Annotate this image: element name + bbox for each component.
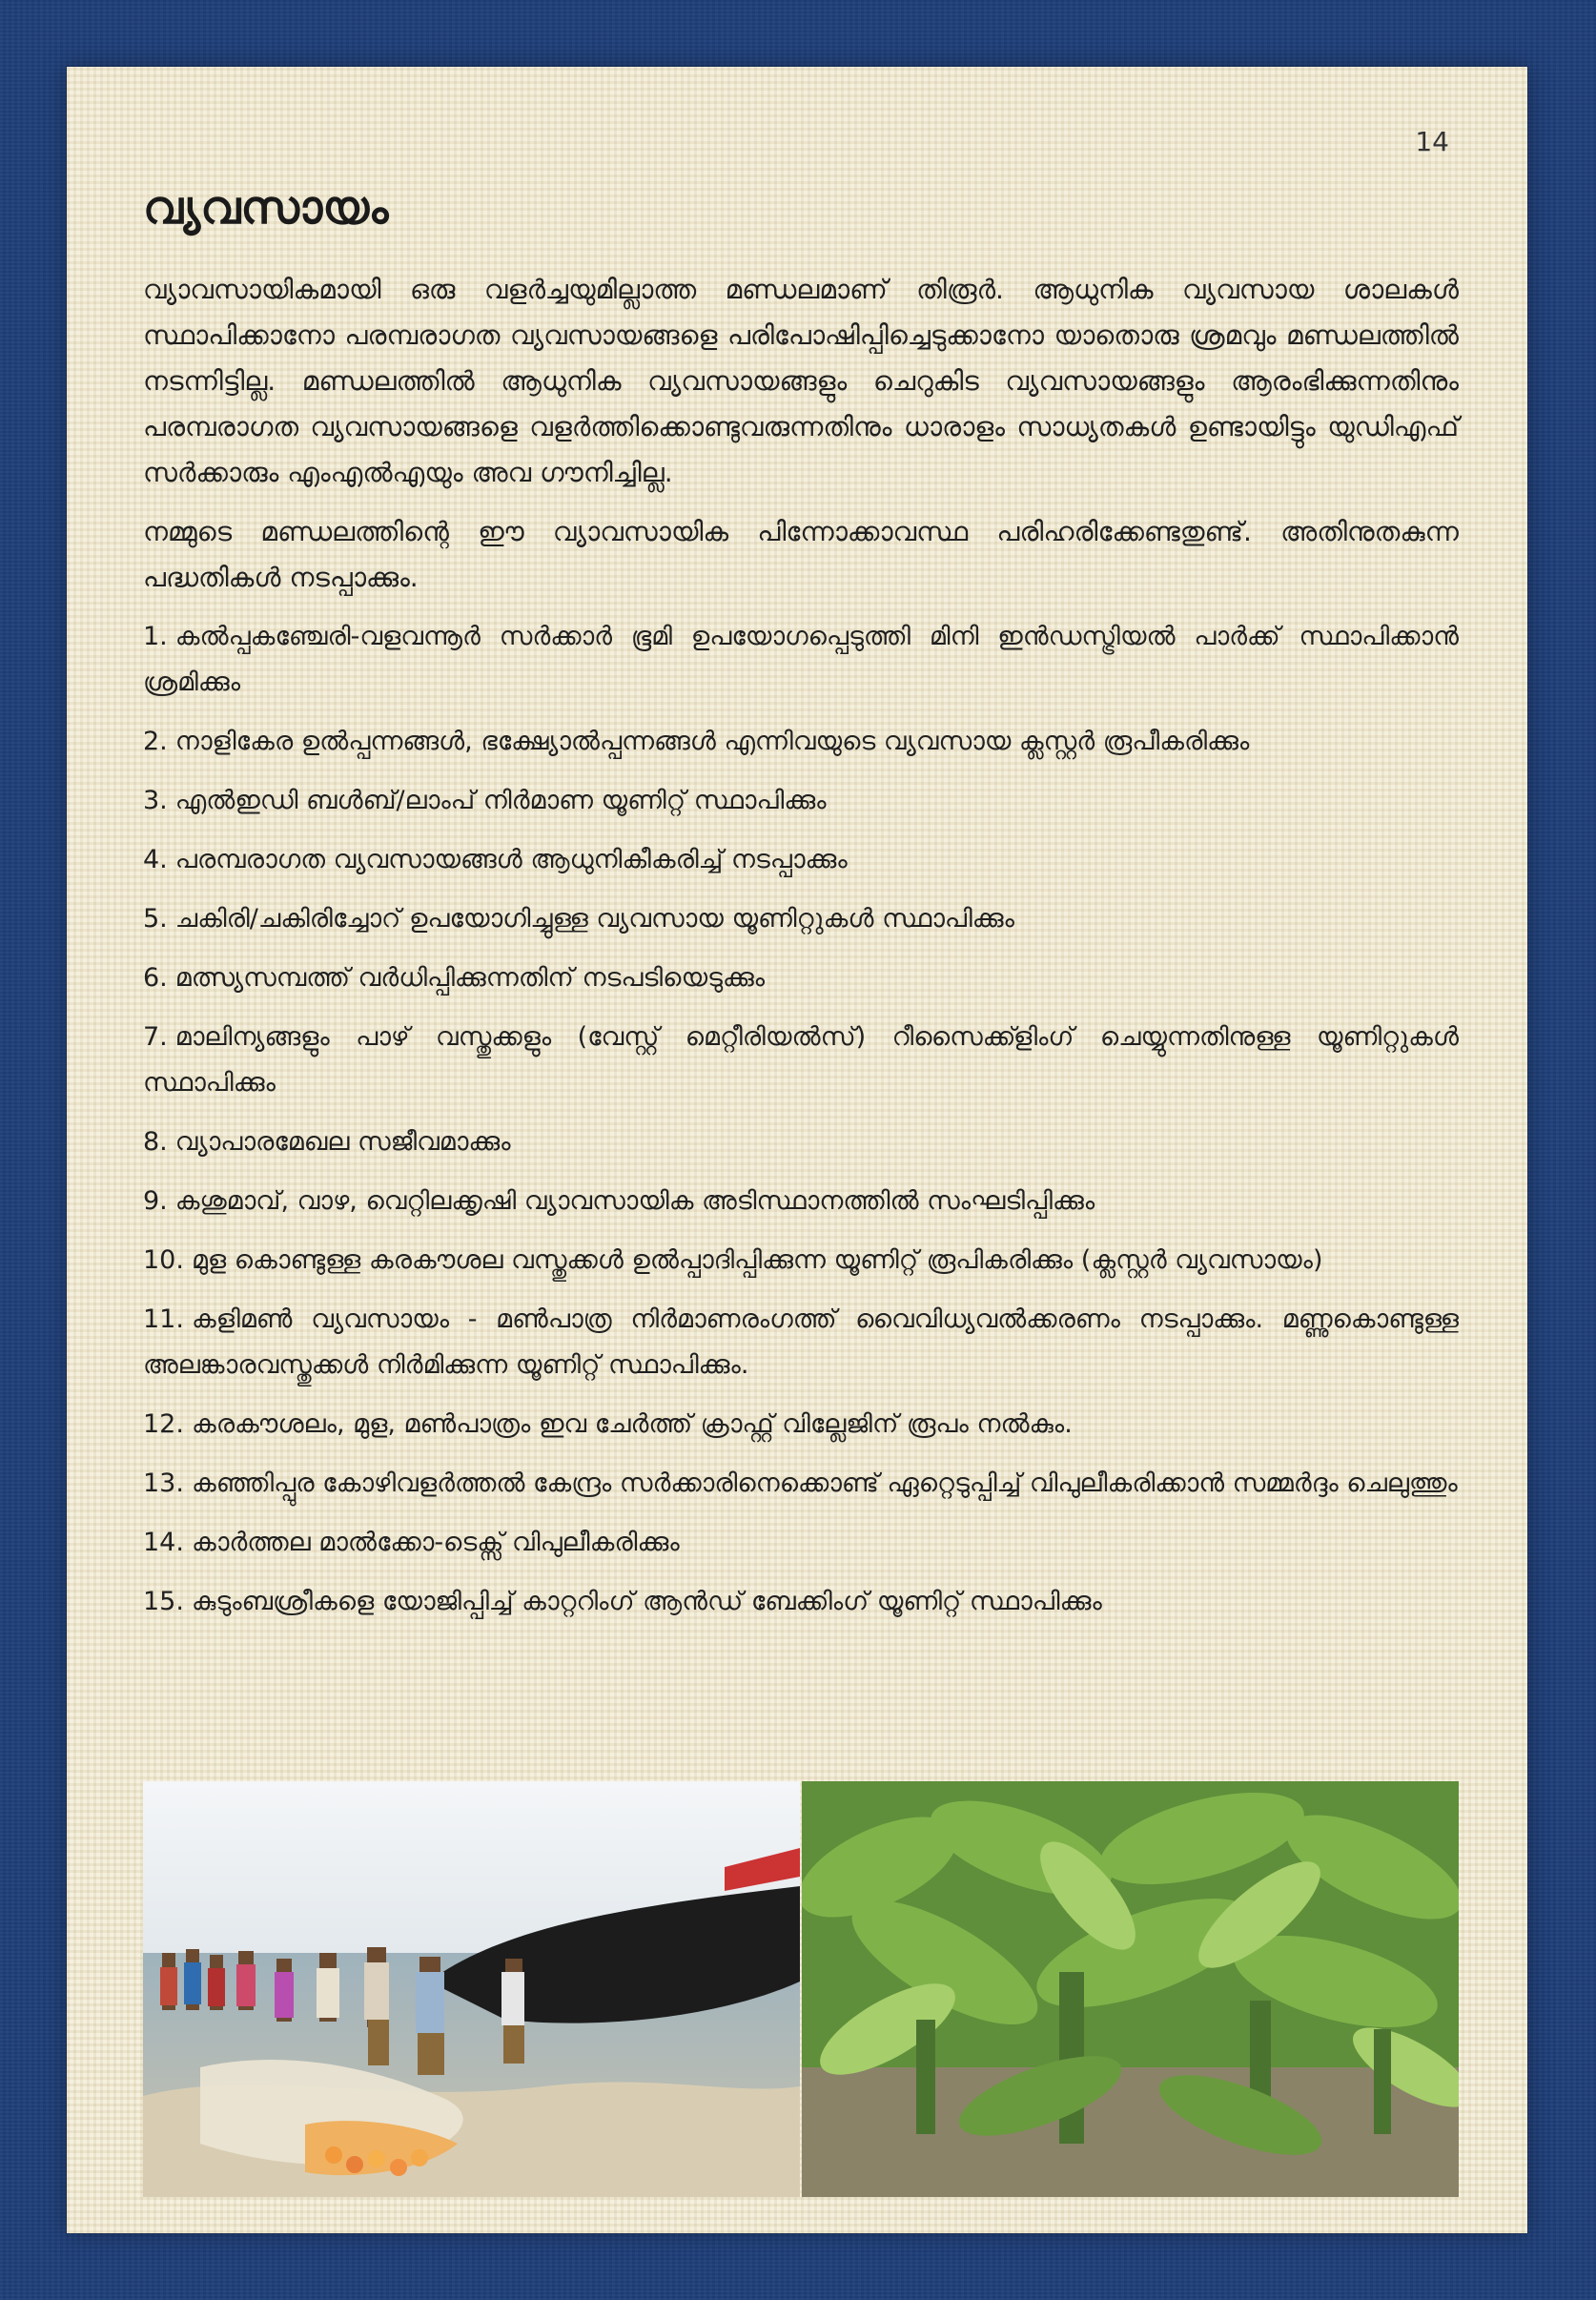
plan-item-text: കൽപ്പകഞ്ചേരി-വളവന്നൂർ സർക്കാർ ഭൂമി ഉപയോഗപ്പെടുത്തി മിനി ഇൻഡസ്ട്രിയൽ പാർക്ക് സ്ഥാപിക്കാൻ ശ്രമിക്കും [143, 622, 1459, 697]
plan-list-item [143, 1119, 1459, 1165]
plan-item-text: നാളികേര ഉൽപ്പന്നങ്ങൾ, ഭക്ഷ്യോൽപ്പന്നങ്ങൾ എന്നിവയുടെ വ്യവസായ ക്ലസ്റ്റർ രൂപീകരിക്കും [174, 727, 1250, 756]
fishermen-net-photo [143, 1781, 800, 2197]
page-frame [67, 67, 1527, 2233]
plan-item-number: 9. [143, 1186, 168, 1216]
plan-item-number: 6. [143, 963, 168, 993]
plan-item-text: കശുമാവ്, വാഴ, വെറ്റിലക്കൃഷി വ്യാവസായിക അടിസ്ഥാനത്തിൽ സംഘടിപ്പിക്കും [174, 1186, 1095, 1216]
plan-list-item [143, 1179, 1459, 1224]
plan-item-number: 4. [143, 845, 168, 874]
plan-item-text: മാലിന്യങ്ങളും പാഴ് വസ്തുക്കളും (വേസ്റ്റ് മെറ്റീരിയൽസ്) റീസൈക്ക്ളിംഗ് ചെയ്യുന്നതിനുള്ള യൂണിറ്റുകൾ സ്ഥാപിക്കും [143, 1022, 1459, 1098]
plan-list-item [143, 1461, 1459, 1507]
page-number: 14 [1415, 126, 1449, 157]
plan-item-number: 10. [143, 1245, 184, 1275]
plan-item-text: കുടുംബശ്രീകളെ യോജിപ്പിച്ച് കാറ്ററിംഗ് ആൻഡ് ബേക്കിംഗ് യൂണിറ്റ് സ്ഥാപിക്കും [191, 1587, 1102, 1616]
intent-paragraph: നമ്മുടെ മണ്ഡലത്തിന്റെ ഈ വ്യാവസായിക പിന്നോക്കാവസ്ഥ പരിഹരിക്കേണ്ടതുണ്ട്. അതിനുതകുന്ന പദ്ധതികൾ നടപ്പാക്കും. [143, 516, 1459, 593]
banana-plantation-photo [802, 1781, 1459, 2197]
plan-item-number: 3. [143, 786, 168, 815]
plan-item-text: മുള കൊണ്ടുള്ള കരകൗശല വസ്തുക്കൾ ഉൽപ്പാദിപ്പിക്കുന്ന യൂണിറ്റ് രൂപികരിക്കും (ക്ലസ്റ്റർ വ്യവസായം) [191, 1245, 1323, 1275]
plan-list-item [143, 837, 1459, 883]
photo-strip [143, 1781, 1459, 2197]
plan-list-item [143, 1015, 1459, 1106]
intro-paragraph: വ്യാവസായികമായി ഒരു വളർച്ചയുമില്ലാത്ത മണ്ഡലമാണ് തിരൂർ. ആധുനിക വ്യവസായ ശാലകൾ സ്ഥാപിക്കാനോ പരമ്പരാഗത വ്യവസായങ്ങളെ പരിപോഷിപ്പിച്ചെടുക്കാനോ യാതൊരു ശ്രമവും മണ്ഡലത്തിൽ നടന്നിട്ടില്ല. മണ്ഡലത്തിൽ ആധുനിക വ്യവസായങ്ങളും ചെറുകിട വ്യവസായങ്ങളും ആരംഭിക്കുന്നതിനും പരമ്പരാഗത വ്യവസായങ്ങളെ വളർത്തിക്കൊണ്ടുവരുന്നതിനും ധാരാളം സാധ്യതകൾ ഉണ്ടായിട്ടും യുഡിഎഫ് സർക്കാരും എംഎൽഎയും അവ ഗൗനിച്ചില്ല. [143, 274, 1459, 488]
plan-item-number: 11. [143, 1304, 184, 1334]
plan-item-text: കാർത്തല മാൽക്കോ-ടെക്സ് വിപുലീകരിക്കും [191, 1528, 680, 1557]
plan-item-number: 14. [143, 1528, 184, 1557]
plan-item-text: ചകിരി/ചകിരിച്ചോറ് ഉപയോഗിച്ചുള്ള വ്യവസായ യൂണിറ്റുകൾ സ്ഥാപിക്കും [174, 904, 1014, 934]
plan-item-number: 13. [143, 1468, 184, 1498]
plan-list-item [143, 778, 1459, 824]
plan-item-text: വ്യാപാരമേഖല സജീവമാക്കും [174, 1127, 511, 1157]
plan-item-number: 8. [143, 1127, 168, 1157]
plan-item-number: 15. [143, 1587, 184, 1616]
plan-item-number: 2. [143, 727, 168, 756]
plan-item-number: 7. [143, 1022, 168, 1052]
plan-list-item [143, 1520, 1459, 1566]
plan-list-item [143, 1579, 1459, 1625]
plan-item-text: കഞ്ഞിപ്പുര കോഴിവളർത്തൽ കേന്ദ്രം സർക്കാരിനെക്കൊണ്ട് ഏറ്റെടുപ്പിച്ച് വിപുലീകരിക്കാൻ സമ്മർദ്ദം ചെലുത്തും [191, 1468, 1458, 1498]
plan-item-number: 12. [143, 1409, 184, 1439]
content-body [143, 267, 1459, 1638]
plan-item-number: 1. [143, 622, 168, 651]
page-title: വ്യവസായം [143, 181, 389, 235]
plan-list [143, 614, 1459, 1625]
plan-list-item [143, 1402, 1459, 1448]
plan-list-item [143, 955, 1459, 1001]
plan-item-text: കളിമൺ വ്യവസായം - മൺപാത്ര നിർമാണരംഗത്ത് വൈവിധ്യവൽക്കരണം നടപ്പാക്കും. മണ്ണുകൊണ്ടുള്ള അലങ്കാരവസ്തുക്കൾ നിർമിക്കുന്ന യൂണിറ്റ് സ്ഥാപിക്കും. [143, 1304, 1459, 1380]
plan-list-item [143, 1297, 1459, 1388]
plan-item-text: മത്സ്യസമ്പത്ത് വർധിപ്പിക്കുന്നതിന് നടപടിയെടുക്കും [174, 963, 766, 993]
plan-list-item [143, 896, 1459, 942]
plan-item-text: എൽഇഡി ബൾബ്/ലാംപ് നിർമാണ യൂണിറ്റ് സ്ഥാപിക്കും [174, 786, 827, 815]
plan-list-item [143, 614, 1459, 706]
plan-list-item [143, 1238, 1459, 1283]
plan-list-item [143, 719, 1459, 765]
plan-item-text: പരമ്പരാഗത വ്യവസായങ്ങൾ ആധുനികീകരിച്ച് നടപ്പാക്കും [174, 845, 848, 874]
plan-item-number: 5. [143, 904, 168, 934]
plan-item-text: കരകൗശലം, മുള, മൺപാത്രം ഇവ ചേർത്ത് ക്രാഫ്റ്റ് വില്ലേജിന് രൂപം നൽകും. [191, 1409, 1073, 1439]
